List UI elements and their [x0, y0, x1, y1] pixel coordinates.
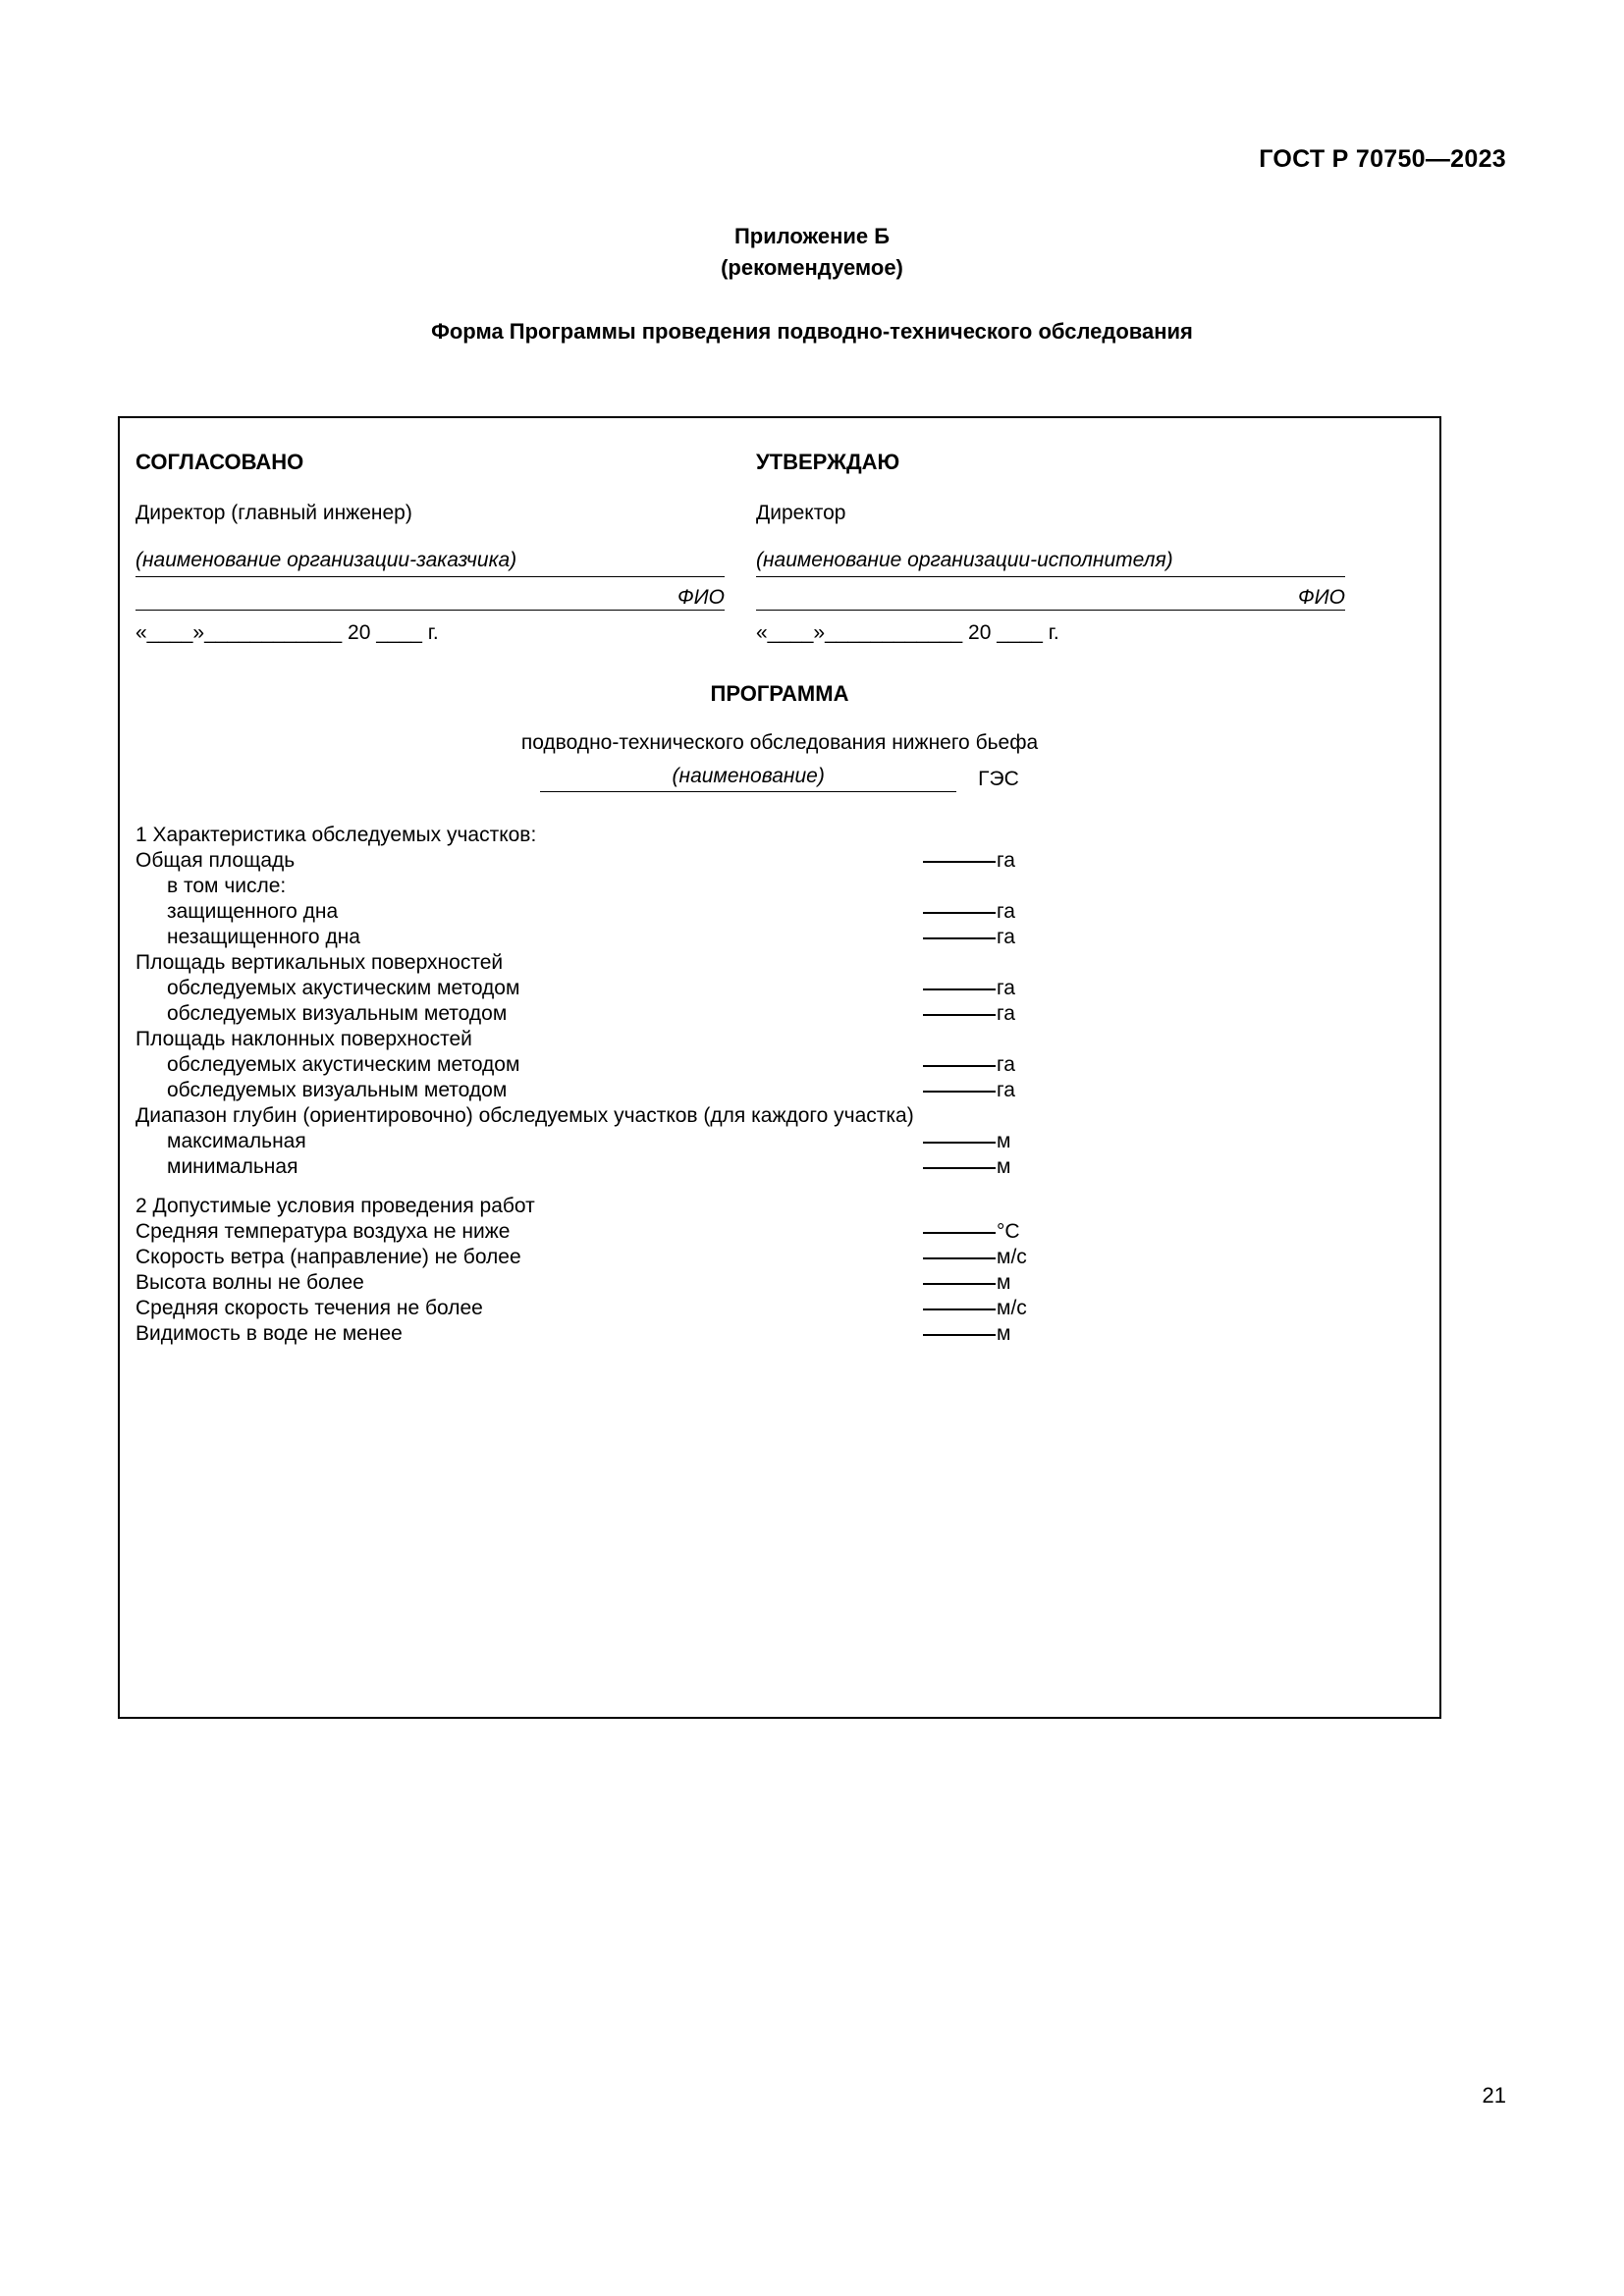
- section-2: [120, 1194, 1439, 1347]
- approval-right-date: «____»____________ 20 ____ г.: [756, 621, 1059, 644]
- form-row: [120, 1129, 1439, 1154]
- form-row-label: обследуемых визуальным методом: [167, 1079, 508, 1101]
- form-row-label: максимальная: [167, 1130, 306, 1152]
- form-row: [120, 1270, 1439, 1296]
- form-row: [120, 1219, 1439, 1245]
- approval-right-fio-line: ФИО: [756, 577, 1345, 611]
- fill-in-line[interactable]: [923, 861, 996, 863]
- form-row-unit: м/с: [997, 1246, 1027, 1268]
- form-row: [120, 1103, 1439, 1129]
- approval-left-role: Директор (главный инженер): [135, 502, 412, 524]
- form-row-unit: м: [997, 1271, 1011, 1294]
- form-row-blank[interactable]: [923, 1052, 1015, 1078]
- form-row-unit: м: [997, 1130, 1011, 1152]
- fill-in-line[interactable]: [923, 1065, 996, 1067]
- form-row-blank[interactable]: [923, 1219, 1020, 1245]
- form-row-label: обследуемых визуальным методом: [167, 1002, 508, 1025]
- form-row-label: Диапазон глубин (ориентировочно) обследуемых участков (для каждого участка): [135, 1104, 914, 1127]
- form-row-unit: °С: [997, 1220, 1020, 1243]
- section-1-title: 1 Характеристика обследуемых участков:: [135, 824, 537, 846]
- form-row-label: Средняя температура воздуха не ниже: [135, 1220, 511, 1243]
- standard-header: ГОСТ Р 70750—2023: [1259, 145, 1506, 173]
- form-row-unit: га: [997, 849, 1015, 872]
- program-object-suffix: ГЭС: [978, 768, 1019, 790]
- approval-block-right: [756, 450, 1345, 646]
- appendix-line-2: (рекомендуемое): [721, 255, 903, 280]
- appendix-title: [0, 221, 1624, 284]
- form-row-blank[interactable]: [923, 976, 1015, 1001]
- fill-in-line[interactable]: [923, 1257, 996, 1259]
- form-row-label: Скорость ветра (направление) не более: [135, 1246, 521, 1268]
- program-name-blank: (наименование): [540, 764, 956, 792]
- form-row-label: Средняя скорость течения не более: [135, 1297, 483, 1319]
- section-1-rows: [120, 848, 1439, 1180]
- form-row-blank[interactable]: [923, 1001, 1015, 1027]
- form-row-unit: га: [997, 900, 1015, 923]
- form-row: [120, 1027, 1439, 1052]
- form-row-blank[interactable]: [923, 1129, 1010, 1154]
- form-row: [120, 1321, 1439, 1347]
- form-row-blank[interactable]: [923, 1078, 1015, 1103]
- form-row: [120, 899, 1439, 925]
- section-2-title: 2 Допустимые условия проведения работ: [135, 1195, 535, 1217]
- form-row-label: минимальная: [167, 1155, 298, 1178]
- approval-left-date: «____»____________ 20 ____ г.: [135, 621, 439, 644]
- form-row-unit: га: [997, 977, 1015, 999]
- form-row: [120, 1052, 1439, 1078]
- fill-in-line[interactable]: [923, 1014, 996, 1016]
- section-2-title-row: [120, 1194, 1439, 1219]
- section-1-title-row: [120, 823, 1439, 848]
- form-row-label: Площадь наклонных поверхностей: [135, 1028, 472, 1050]
- form-row: [120, 1001, 1439, 1027]
- fill-in-line[interactable]: [923, 988, 996, 990]
- form-row-blank[interactable]: [923, 848, 1015, 874]
- form-row-unit: м: [997, 1322, 1011, 1345]
- program-subtitle: подводно-технического обследования нижнего бьефа: [520, 731, 1039, 754]
- approval-block-left: [135, 450, 725, 646]
- fill-in-line[interactable]: [923, 1091, 996, 1093]
- approval-left-fio-line: ФИО: [135, 577, 725, 611]
- page-number: 21: [1482, 2083, 1506, 2108]
- form-row-blank[interactable]: [923, 899, 1015, 925]
- form-row-blank[interactable]: [923, 1154, 1010, 1180]
- approval-right-heading: УТВЕРЖДАЮ: [756, 450, 900, 474]
- form-row-unit: м/с: [997, 1297, 1027, 1319]
- fill-in-line[interactable]: [923, 1308, 996, 1310]
- form-row: [120, 1296, 1439, 1321]
- form-row-label: защищенного дна: [167, 900, 339, 923]
- form-row-blank[interactable]: [923, 925, 1015, 950]
- approval-right-role: Директор: [756, 502, 846, 524]
- form-row-label: Высота волны не более: [135, 1271, 364, 1294]
- fill-in-line[interactable]: [923, 1283, 996, 1285]
- form-row-label: незащищенного дна: [167, 926, 360, 948]
- fill-in-line[interactable]: [923, 937, 996, 939]
- form-row-label: Площадь вертикальных поверхностей: [135, 951, 504, 974]
- form-row-unit: м: [997, 1155, 1011, 1178]
- form-frame: [118, 416, 1441, 1719]
- form-row-unit: га: [997, 1079, 1015, 1101]
- form-row: [120, 848, 1439, 874]
- form-row-label: Видимость в воде не менее: [135, 1322, 403, 1345]
- fill-in-line[interactable]: [923, 1167, 996, 1169]
- fill-in-line[interactable]: [923, 912, 996, 914]
- fill-in-line[interactable]: [923, 1334, 996, 1336]
- form-row: [120, 976, 1439, 1001]
- form-row: [120, 874, 1439, 899]
- appendix-line-1: Приложение Б: [733, 224, 891, 248]
- section-1: [120, 823, 1439, 1180]
- form-row: [120, 1245, 1439, 1270]
- form-row-label: обследуемых акустическим методом: [167, 1053, 520, 1076]
- form-row-blank[interactable]: [923, 1245, 1027, 1270]
- approval-left-org-line: (наименование организации-заказчика): [135, 548, 725, 577]
- approval-right-org-line: (наименование организации-исполнителя): [756, 548, 1345, 577]
- form-row-blank[interactable]: [923, 1296, 1027, 1321]
- form-row-unit: га: [997, 926, 1015, 948]
- form-row-unit: га: [997, 1002, 1015, 1025]
- form-row: [120, 925, 1439, 950]
- form-title: Форма Программы проведения подводно-технического обследования: [431, 319, 1193, 344]
- form-row: [120, 950, 1439, 976]
- fill-in-line[interactable]: [923, 1142, 996, 1144]
- form-body: [120, 418, 1439, 1717]
- section-2-rows: [120, 1219, 1439, 1347]
- form-row-label: в том числе:: [167, 875, 287, 897]
- form-row-blank[interactable]: [923, 1270, 1010, 1296]
- form-row-blank[interactable]: [923, 1321, 1010, 1347]
- approval-left-heading: СОГЛАСОВАНО: [135, 450, 304, 474]
- form-row-label: Общая площадь: [135, 849, 296, 872]
- fill-in-line[interactable]: [923, 1232, 996, 1234]
- program-object-row: [120, 764, 1439, 792]
- form-row-label: обследуемых акустическим методом: [167, 977, 520, 999]
- form-row-unit: га: [997, 1053, 1015, 1076]
- form-row: [120, 1154, 1439, 1180]
- program-heading: ПРОГРАММА: [710, 681, 849, 706]
- form-row: [120, 1078, 1439, 1103]
